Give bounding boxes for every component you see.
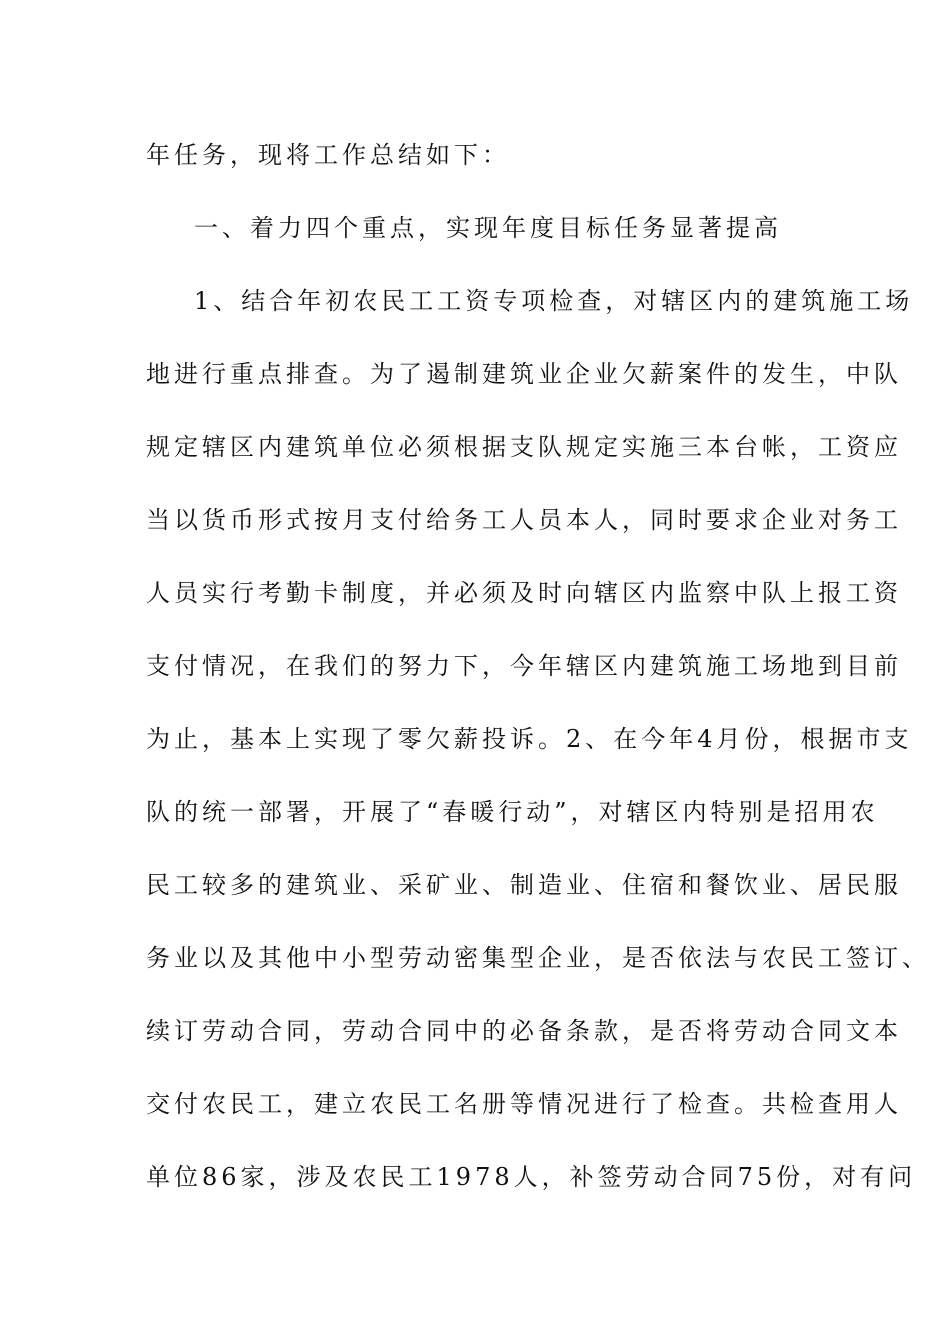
paragraph-line: 1、结合年初农民工工资专项检查，对辖区内的建筑施工场: [194, 287, 914, 315]
paragraph-line: 民工较多的建筑业、采矿业、制造业、住宿和餐饮业、居民服: [146, 871, 902, 899]
paragraph-line: 年任务，现将工作总结如下：: [146, 141, 510, 169]
paragraph-line: 单位86家，涉及农民工1978人，补签劳动合同75份，对有问: [146, 1163, 917, 1191]
paragraph-line: 当以货币形式按月支付给务工人员本人，同时要求企业对务工: [146, 506, 902, 534]
paragraph-line: 人员实行考勤卡制度，并必须及时向辖区内监察中队上报工资: [146, 579, 902, 607]
paragraph-line: 队的统一部署，开展了“春暖行动”，对辖区内特别是招用农: [146, 798, 879, 826]
paragraph-line: 务业以及其他中小型劳动密集型企业，是否依法与农民工签订、: [146, 944, 930, 972]
paragraph-line: 为止，基本上实现了零欠薪投诉。2、在今年4月份，根据市支: [146, 725, 913, 753]
paragraph-line: 续订劳动合同，劳动合同中的必备条款，是否将劳动合同文本: [146, 1017, 902, 1045]
section-heading: 一、着力四个重点，实现年度目标任务显著提高: [194, 214, 782, 242]
paragraph-line: 规定辖区内建筑单位必须根据支队规定实施三本台帐，工资应: [146, 433, 902, 461]
paragraph-line: 支付情况，在我们的努力下，今年辖区内建筑施工场地到目前: [146, 652, 902, 680]
paragraph-line: 地进行重点排查。为了遏制建筑业企业欠薪案件的发生，中队: [146, 360, 902, 388]
paragraph-line: 交付农民工，建立农民工名册等情况进行了检查。共检查用人: [146, 1090, 902, 1118]
